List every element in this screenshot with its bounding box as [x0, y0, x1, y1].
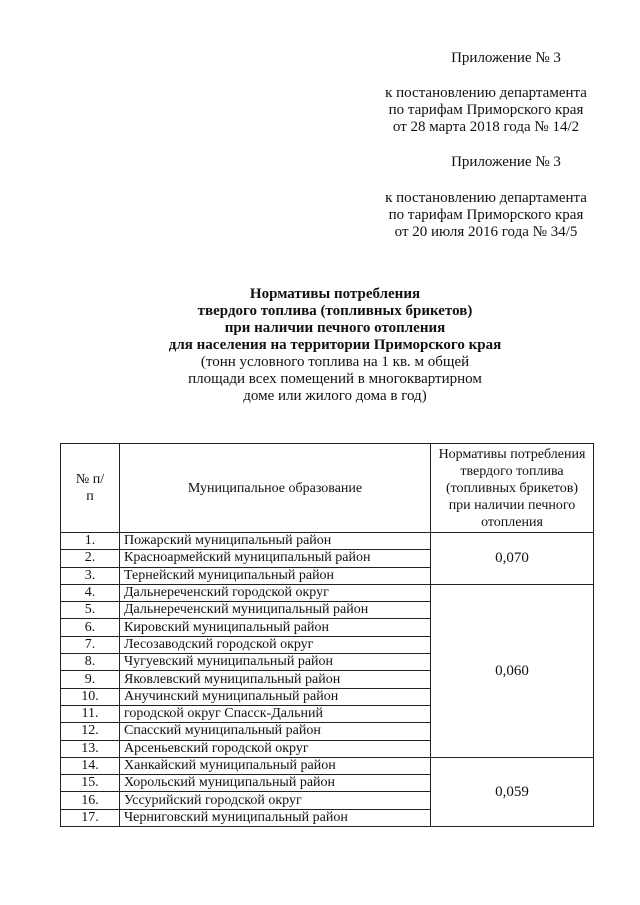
- row-municipality: городской округ Спасск-Дальний: [120, 705, 431, 722]
- appendix-title-2: Приложение № 3: [451, 154, 561, 170]
- norm-value-group-3: 0,059: [431, 757, 594, 826]
- row-number: 7.: [61, 636, 120, 653]
- row-municipality: Ханкайский муниципальный район: [120, 757, 431, 774]
- row-number: 6.: [61, 619, 120, 636]
- row-municipality: Дальнереченский муниципальный район: [120, 602, 431, 619]
- appendix-reference-2: [366, 190, 606, 241]
- appendix-2-line-2: по тарифам Приморского края: [388, 207, 584, 223]
- row-municipality: Тернейский муниципальный район: [120, 567, 431, 584]
- row-municipality: Черниговский муниципальный район: [120, 809, 431, 826]
- units-line-1: (тонн условного топлива на 1 кв. м общей: [200, 354, 470, 370]
- units-line-2: площади всех помещений в многоквартирном: [188, 371, 482, 387]
- title-line-3: при наличии печного отопления: [224, 320, 446, 336]
- row-number: 2.: [61, 550, 120, 567]
- row-municipality: Анучинский муниципальный район: [120, 688, 431, 705]
- row-municipality: Арсеньевский городской округ: [120, 740, 431, 757]
- title-line-2: твердого топлива (топливных брикетов): [197, 303, 473, 319]
- row-number: 8.: [61, 654, 120, 671]
- appendix-1-line-3: от 28 марта 2018 года № 14/2: [392, 119, 580, 135]
- appendix-1-line-1: к постановлению департамента: [385, 85, 587, 101]
- table-header-row: [61, 444, 594, 533]
- row-municipality: Лесозаводский городской округ: [120, 636, 431, 653]
- appendix-title-1: Приложение № 3: [451, 50, 561, 66]
- table-row: [61, 584, 594, 601]
- row-municipality: Красноармейский муниципальный район: [120, 550, 431, 567]
- table-row: [61, 533, 594, 550]
- row-number: 14.: [61, 757, 120, 774]
- header-norm: Нормативы потребления твердого топлива (топливных брикетов) при наличии печного отопления: [431, 444, 594, 533]
- row-municipality: Хорольский муниципальный район: [120, 775, 431, 792]
- title-line-1: Нормативы потребления: [249, 286, 421, 302]
- units-line-3: доме или жилого дома в год): [243, 388, 427, 404]
- row-number: 15.: [61, 775, 120, 792]
- row-municipality: Дальнереченский городской округ: [120, 584, 431, 601]
- norm-value-group-1: 0,070: [431, 533, 594, 585]
- row-municipality: Кировский муниципальный район: [120, 619, 431, 636]
- row-municipality: Чугуевский муниципальный район: [120, 654, 431, 671]
- row-municipality: Спасский муниципальный район: [120, 723, 431, 740]
- document-title: [80, 286, 590, 405]
- row-number: 17.: [61, 809, 120, 826]
- row-number: 13.: [61, 740, 120, 757]
- row-number: 10.: [61, 688, 120, 705]
- row-municipality: Пожарский муниципальный район: [120, 533, 431, 550]
- appendix-2-line-1: к постановлению департамента: [385, 190, 587, 206]
- row-number: 3.: [61, 567, 120, 584]
- norms-table: [60, 443, 594, 827]
- header-municipality: Муниципальное образование: [120, 444, 431, 533]
- row-municipality: Уссурийский городской округ: [120, 792, 431, 809]
- appendix-2-line-3: от 20 июля 2016 года № 34/5: [394, 224, 578, 240]
- header-number: № п/п: [61, 444, 120, 533]
- row-number: 16.: [61, 792, 120, 809]
- table-row: [61, 757, 594, 774]
- row-number: 4.: [61, 584, 120, 601]
- row-municipality: Яковлевский муниципальный район: [120, 671, 431, 688]
- row-number: 11.: [61, 705, 120, 722]
- title-line-4: для населения на территории Приморского края: [168, 337, 502, 353]
- appendix-reference-1: [366, 85, 606, 136]
- row-number: 9.: [61, 671, 120, 688]
- row-number: 5.: [61, 602, 120, 619]
- row-number: 12.: [61, 723, 120, 740]
- row-number: 1.: [61, 533, 120, 550]
- norm-value-group-2: 0,060: [431, 584, 594, 757]
- appendix-1-line-2: по тарифам Приморского края: [388, 102, 584, 118]
